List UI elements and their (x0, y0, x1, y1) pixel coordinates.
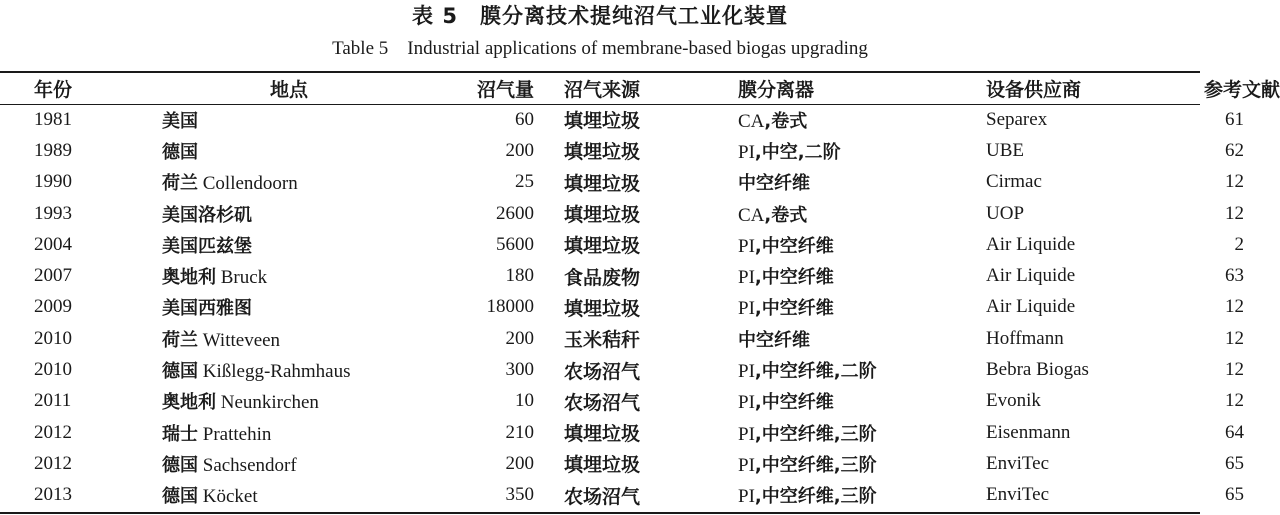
table-body (0, 104, 1280, 511)
cell-biogas-volume: 200 (505, 452, 534, 474)
cell-supplier: Air Liquide (986, 233, 1076, 255)
cell-reference: 64 (1225, 421, 1244, 443)
table-row (0, 135, 1280, 166)
cell-reference: 61 (1225, 108, 1244, 130)
cell-biogas-volume: 10 (515, 390, 534, 412)
cell-year: 2012 (34, 452, 72, 474)
table-row (0, 386, 1280, 417)
cell-reference: 63 (1225, 265, 1244, 287)
cell-biogas-volume: 200 (505, 139, 534, 161)
cell-year: 2009 (34, 296, 72, 318)
cell-year: 1993 (34, 202, 72, 224)
cell-biogas-source: 农场沼气 (564, 485, 641, 508)
cell-year: 2011 (34, 390, 72, 412)
cell-location: 德国 Kißlegg-Rahmhaus (162, 361, 351, 383)
cell-biogas-volume: 5600 (496, 233, 534, 255)
cell-reference: 65 (1225, 452, 1244, 474)
header-year: 年份 (34, 79, 73, 101)
table-title-english: Table 5 Industrial applications of membrane-based biogas upgrading (332, 38, 868, 59)
cell-biogas-source: 填埋垃圾 (564, 235, 641, 258)
cell-biogas-volume: 18000 (486, 296, 534, 318)
table-header (0, 73, 1280, 104)
cell-year: 2012 (34, 421, 72, 443)
cell-biogas-source: 农场沼气 (564, 360, 641, 383)
cell-reference: 12 (1225, 327, 1244, 349)
cell-reference: 12 (1225, 390, 1244, 412)
table-row (0, 167, 1280, 198)
cell-biogas-volume: 60 (515, 108, 534, 130)
cell-membrane-separator: 中空纤维 (738, 329, 810, 351)
cell-year: 2007 (34, 265, 72, 287)
cell-location: 美国 (162, 110, 198, 132)
cell-location: 德国 Köcket (162, 486, 258, 508)
cell-biogas-source: 填埋垃圾 (564, 172, 641, 195)
cell-membrane-separator: CA,卷式 (738, 110, 808, 132)
cell-biogas-volume: 210 (505, 421, 534, 443)
header-supplier: 设备供应商 (986, 79, 1082, 101)
cell-location: 美国西雅图 (162, 298, 252, 320)
cell-location: 德国 (162, 141, 198, 163)
cell-membrane-separator: CA,卷式 (738, 204, 808, 226)
cell-location: 美国匹兹堡 (162, 235, 252, 257)
cell-supplier: Hoffmann (986, 327, 1064, 349)
header-reference: 参考文献 (1203, 79, 1280, 101)
table-row (0, 104, 1280, 135)
cell-biogas-source: 玉米秸秆 (564, 329, 641, 352)
table-row (0, 260, 1280, 291)
cell-reference: 12 (1225, 202, 1244, 224)
membrane-biogas-table (0, 73, 1280, 511)
cell-year: 1989 (34, 139, 72, 161)
cell-biogas-source: 农场沼气 (564, 391, 641, 414)
cell-reference: 12 (1225, 359, 1244, 381)
cell-supplier: Eisenmann (986, 421, 1071, 443)
header-location: 地点 (269, 79, 308, 101)
cell-year: 1990 (34, 171, 72, 193)
cell-biogas-source: 填埋垃圾 (564, 297, 641, 320)
cell-supplier: EnviTec (986, 452, 1050, 474)
cell-biogas-source: 食品废物 (564, 266, 641, 289)
cell-year: 2010 (34, 327, 72, 349)
cell-location: 荷兰 Witteveen (162, 329, 281, 351)
cell-reference: 12 (1225, 296, 1244, 318)
table-row (0, 354, 1280, 385)
cell-biogas-source: 填埋垃圾 (564, 110, 641, 133)
cell-biogas-volume: 350 (505, 484, 534, 506)
header-biogas-source: 沼气来源 (564, 79, 641, 101)
cell-membrane-separator: PI,中空纤维 (738, 298, 834, 320)
cell-location: 荷兰 Collendoorn (162, 173, 298, 195)
cell-supplier: Bebra Biogas (986, 359, 1089, 381)
cell-supplier: UBE (986, 139, 1024, 161)
cell-membrane-separator: PI,中空纤维 (738, 267, 834, 289)
cell-membrane-separator: PI,中空,二阶 (738, 141, 841, 163)
cell-supplier: UOP (986, 202, 1025, 224)
table-row (0, 417, 1280, 448)
table-title-chinese: 表 5 膜分离技术提纯沼气工业化装置 (412, 4, 788, 28)
cell-supplier: Separex (986, 108, 1048, 130)
table-row (0, 292, 1280, 323)
cell-year: 2010 (34, 359, 72, 381)
cell-biogas-source: 填埋垃圾 (564, 454, 641, 477)
cell-supplier: Air Liquide (986, 296, 1076, 318)
header-biogas-volume: 沼气量 (476, 79, 534, 101)
table-row (0, 323, 1280, 354)
cell-supplier: Air Liquide (986, 265, 1076, 287)
cell-location: 美国洛杉矶 (162, 204, 252, 226)
cell-membrane-separator: PI,中空纤维,三阶 (738, 486, 877, 508)
header-row (0, 73, 1280, 104)
cell-year: 2004 (34, 233, 72, 255)
table-row (0, 480, 1280, 511)
cell-reference: 12 (1225, 171, 1244, 193)
cell-membrane-separator: PI,中空纤维 (738, 235, 834, 257)
cell-reference: 2 (1234, 233, 1244, 255)
table-bottom-rule (0, 512, 1200, 514)
cell-year: 1981 (34, 108, 72, 130)
cell-biogas-source: 填埋垃圾 (564, 423, 641, 446)
cell-biogas-volume: 300 (505, 359, 534, 381)
cell-biogas-volume: 180 (505, 265, 534, 287)
table-row (0, 229, 1280, 260)
cell-biogas-source: 填埋垃圾 (564, 204, 641, 227)
cell-membrane-separator: PI,中空纤维,二阶 (738, 361, 877, 383)
cell-location: 德国 Sachsendorf (162, 454, 297, 476)
table-row (0, 198, 1280, 229)
cell-biogas-volume: 25 (515, 171, 534, 193)
cell-reference: 62 (1225, 139, 1244, 161)
cell-biogas-source: 填埋垃圾 (564, 141, 641, 164)
cell-year: 2013 (34, 484, 72, 506)
cell-supplier: EnviTec (986, 484, 1050, 506)
cell-biogas-volume: 2600 (496, 202, 534, 224)
cell-membrane-separator: 中空纤维 (738, 173, 810, 195)
table-row (0, 448, 1280, 479)
cell-membrane-separator: PI,中空纤维,三阶 (738, 454, 877, 476)
cell-supplier: Cirmac (986, 171, 1042, 193)
cell-supplier: Evonik (986, 390, 1041, 412)
cell-location: 奥地利 Bruck (162, 267, 268, 289)
cell-location: 瑞士 Prattehin (162, 423, 272, 445)
cell-membrane-separator: PI,中空纤维,三阶 (738, 423, 877, 445)
header-membrane-separator: 膜分离器 (738, 79, 815, 101)
cell-biogas-volume: 200 (505, 327, 534, 349)
cell-reference: 65 (1225, 484, 1244, 506)
cell-location: 奥地利 Neunkirchen (162, 392, 319, 414)
cell-membrane-separator: PI,中空纤维 (738, 392, 834, 414)
